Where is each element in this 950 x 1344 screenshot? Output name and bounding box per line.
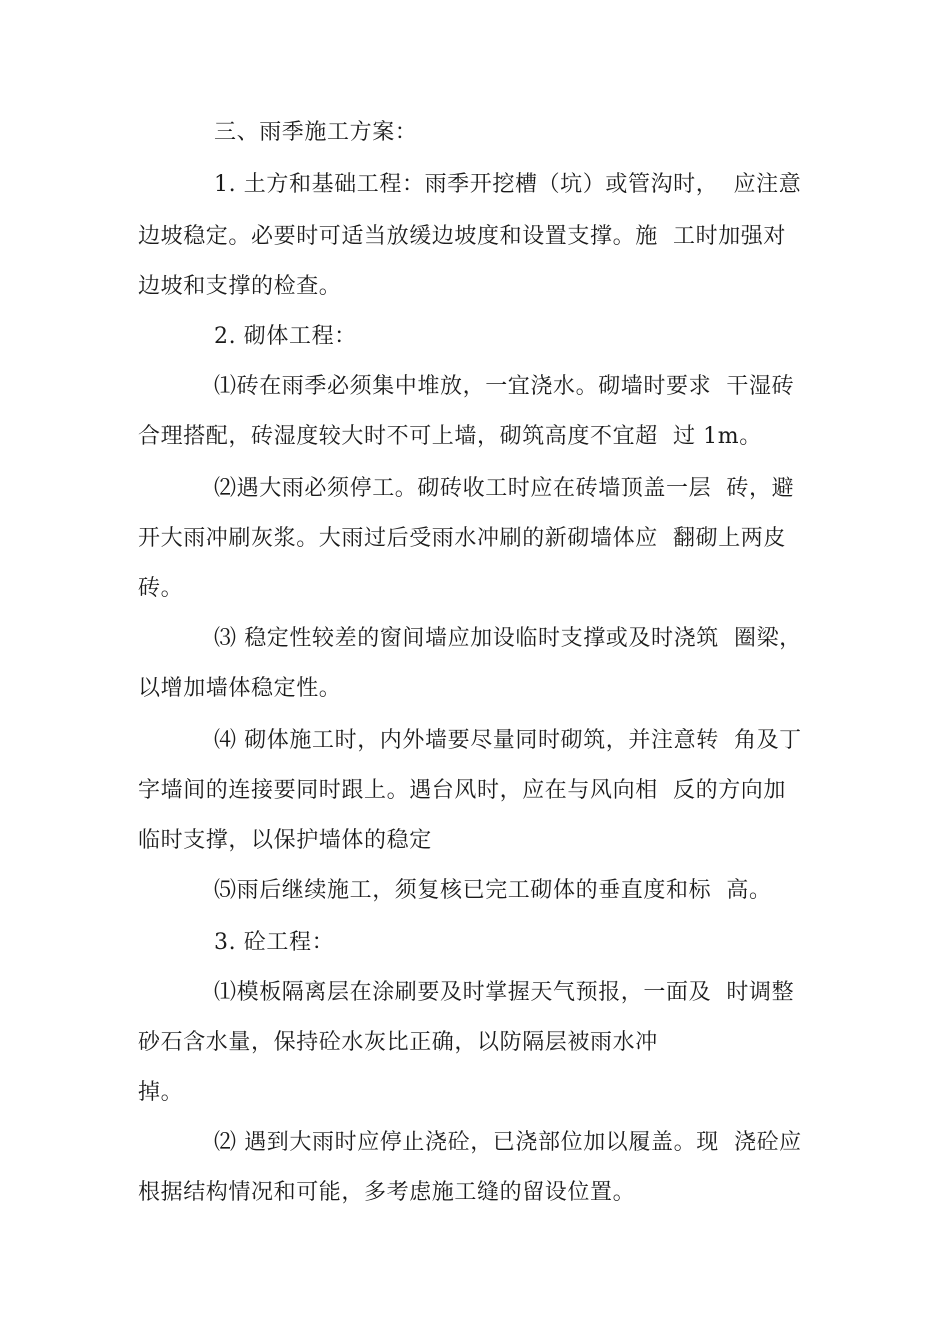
paragraph-line: ⑴砖在雨季必须集中堆放，一宜浇水。砌墙时要求 干湿砖 [214,374,795,399]
paragraph-line: ⑸雨后继续施工，须复核已完工砌体的垂直度和标 高。 [214,878,772,903]
paragraph-line: 临时支撑，以保护墙体的稳定 [138,828,432,853]
paragraph-line: 以增加墙体稳定性。 [138,676,342,701]
paragraph-line: 1. 土方和基础工程：雨季开挖槽（坑）或管沟时， 应注意 [214,172,802,197]
paragraph-line: ⑵ 遇到大雨时应停止浇砼，已浇部位加以履盖。现 浇砼应 [214,1130,802,1155]
subsection-heading: 3. 砼工程： [214,930,335,955]
paragraph-line: 字墙间的连接要同时跟上。遇台风时，应在与风向相 反的方向加 [138,778,786,803]
paragraph-line: 掉。 [138,1080,184,1105]
subsection-heading: 2. 砌体工程： [214,324,357,349]
paragraph-line: 砂石含水量，保持砼水灰比正确，以防隔层被雨水冲 [138,1030,658,1055]
paragraph-line: ⑷ 砌体施工时，内外墙要尽量同时砌筑，并注意转 角及丁 [214,728,802,753]
paragraph-line: 开大雨冲刷灰浆。大雨过后受雨水冲刷的新砌墙体应 翻砌上两皮 [138,526,786,551]
paragraph-line: 边坡稳定。必要时可适当放缓边坡度和设置支撑。施 工时加强对 [138,224,786,249]
paragraph-line: 合理搭配，砖湿度较大时不可上墙，砌筑高度不宜超 过 1m。 [138,424,762,449]
paragraph-line: 砖。 [138,576,184,601]
section-heading: 三、雨季施工方案： [214,120,418,145]
paragraph-line: 根据结构情况和可能，多考虑施工缝的留设位置。 [138,1180,636,1205]
paragraph-line: ⑶ 稳定性较差的窗间墙应加设临时支撑或及时浇筑 圈梁， [214,626,802,651]
paragraph-line: 边坡和支撑的检查。 [138,274,342,299]
paragraph-line: ⑵遇大雨必须停工。砌砖收工时应在砖墙顶盖一层 砖，避 [214,476,795,501]
paragraph-line: ⑴模板隔离层在涂刷要及时掌握天气预报，一面及 时调整 [214,980,795,1005]
